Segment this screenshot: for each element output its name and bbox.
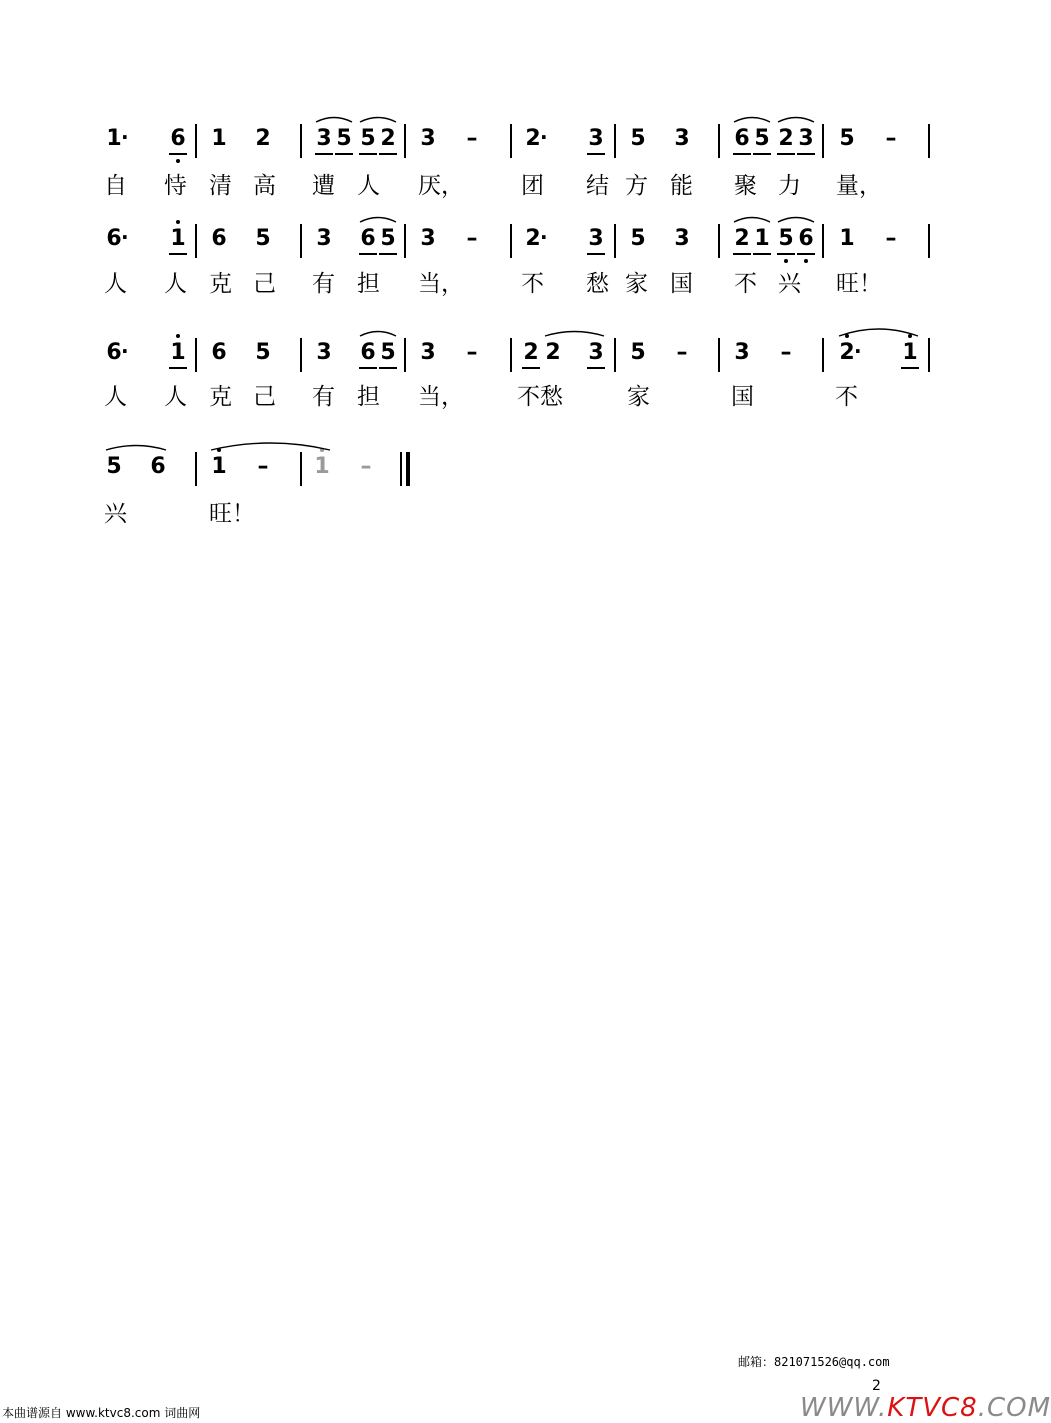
site-logo-suffix: .COM (977, 1393, 1051, 1423)
lyric-char: 不愁 (517, 384, 563, 410)
note: 5 (630, 340, 646, 365)
note: 2 (255, 126, 271, 151)
note: 2 (839, 340, 855, 365)
source-note: 本曲谱源自 www.ktvc8.com 词曲网 (2, 1406, 201, 1420)
hold-dash: – (360, 454, 372, 479)
lyric-char: 当， (418, 384, 464, 410)
lyric-char: 方 (625, 173, 648, 199)
augmentation-dot: · (121, 125, 129, 149)
lyric-char: 人 (104, 271, 127, 297)
note: 1 (314, 454, 330, 479)
lyric-char: 清 (209, 173, 232, 199)
slur (360, 332, 396, 337)
note: 1 (754, 226, 770, 251)
site-logo-accent: KTVC8 (887, 1393, 978, 1423)
hold-dash: – (466, 126, 478, 151)
lyric-char: 旺！ (209, 501, 255, 527)
note: 5 (754, 126, 770, 151)
hold-dash: – (780, 340, 792, 365)
footer-email: 邮箱：821071526@qq.com (738, 1355, 890, 1369)
note: 3 (674, 226, 690, 251)
lyric-char: 担 (357, 271, 380, 297)
note: 5 (630, 126, 646, 151)
note: 6 (150, 454, 166, 479)
slur (778, 218, 814, 223)
site-logo (800, 1393, 1051, 1423)
note: 1 (839, 226, 855, 251)
note: 3 (674, 126, 690, 151)
lyric-char: 团 (521, 173, 544, 199)
slur (316, 118, 352, 123)
slur (839, 329, 918, 336)
lyric-char: 旺！ (836, 271, 882, 297)
slur (211, 443, 330, 450)
lyric-char: 当， (418, 271, 464, 297)
lyric-char: 克 (209, 271, 232, 297)
note: 1 (211, 126, 227, 151)
note: 6 (360, 226, 376, 251)
note: 5 (255, 340, 271, 365)
slur (734, 118, 770, 123)
note: 3 (588, 226, 604, 251)
slur (360, 218, 396, 223)
note: 5 (360, 126, 376, 151)
lyric-char: 遭 (312, 173, 335, 199)
lyric-char: 家 (627, 384, 650, 410)
lyric-char: 不 (734, 271, 757, 297)
lyric-char: 有 (312, 271, 335, 297)
note: 5 (778, 226, 794, 251)
note: 5 (380, 340, 396, 365)
slur (360, 118, 396, 123)
lyric-char: 力 (778, 173, 801, 199)
lyric-char: 自 (104, 173, 127, 199)
slur (734, 218, 770, 223)
note: 2 (523, 340, 539, 365)
note: 3 (420, 126, 436, 151)
note: 1 (106, 126, 122, 151)
note: 3 (420, 226, 436, 251)
page-number: 2 (872, 1378, 881, 1394)
lyric-char: 担 (357, 384, 380, 410)
augmentation-dot: · (540, 125, 548, 149)
lyric-char: 高 (253, 173, 276, 199)
note: 2 (545, 340, 561, 365)
augmentation-dot: · (121, 225, 129, 249)
lyric-char: 兴 (104, 501, 127, 527)
note: 3 (588, 340, 604, 365)
lyric-char: 能 (670, 173, 693, 199)
note: 3 (316, 226, 332, 251)
lyric-char: 人 (164, 271, 187, 297)
lyric-char: 不 (521, 271, 544, 297)
augmentation-dot: · (854, 339, 862, 363)
lyric-char: 国 (731, 384, 754, 410)
note: 5 (336, 126, 352, 151)
note: 2 (734, 226, 750, 251)
note: 3 (734, 340, 750, 365)
note: 5 (106, 454, 122, 479)
note: 6 (211, 340, 227, 365)
note: 6 (734, 126, 750, 151)
note: 6 (170, 126, 186, 151)
hold-dash: – (466, 226, 478, 251)
note: 3 (420, 340, 436, 365)
note: 6 (211, 226, 227, 251)
note: 3 (316, 340, 332, 365)
slur (778, 118, 814, 123)
note: 1 (170, 340, 186, 365)
lyric-char: 结 (586, 173, 609, 199)
lyric-char: 量， (836, 173, 882, 199)
site-logo-prefix: WWW. (800, 1393, 888, 1423)
hold-dash: – (466, 340, 478, 365)
lyric-char: 己 (253, 384, 276, 410)
lyric-char: 人 (357, 173, 380, 199)
note: 5 (380, 226, 396, 251)
augmentation-dot: · (121, 339, 129, 363)
note: 5 (839, 126, 855, 151)
note: 1 (902, 340, 918, 365)
note: 3 (588, 126, 604, 151)
note: 6 (106, 226, 122, 251)
lyric-char: 国 (670, 271, 693, 297)
note: 3 (798, 126, 814, 151)
lyric-char: 家 (625, 271, 648, 297)
note: 5 (255, 226, 271, 251)
lyric-char: 愁 (586, 271, 609, 297)
lyric-char: 人 (164, 384, 187, 410)
hold-dash: – (257, 454, 269, 479)
note: 1 (211, 454, 227, 479)
lyric-char: 兴 (778, 271, 801, 297)
hold-dash: – (676, 340, 688, 365)
lyric-char: 克 (209, 384, 232, 410)
note: 2 (525, 126, 541, 151)
note: 6 (360, 340, 376, 365)
note: 1 (170, 226, 186, 251)
hold-dash: – (885, 126, 897, 151)
note: 2 (380, 126, 396, 151)
note: 6 (798, 226, 814, 251)
note: 3 (316, 126, 332, 151)
note: 5 (630, 226, 646, 251)
lyric-char: 恃 (164, 173, 187, 199)
augmentation-dot: · (540, 225, 548, 249)
note: 6 (106, 340, 122, 365)
lyric-char: 不 (835, 384, 858, 410)
lyric-char: 人 (104, 384, 127, 410)
note: 2 (778, 126, 794, 151)
slur (106, 446, 166, 451)
lyric-char: 聚 (734, 173, 757, 199)
hold-dash: – (885, 226, 897, 251)
lyric-char: 厌， (418, 173, 464, 199)
lyric-char: 己 (253, 271, 276, 297)
lyric-char: 有 (312, 384, 335, 410)
slur (545, 332, 604, 337)
note: 2 (525, 226, 541, 251)
